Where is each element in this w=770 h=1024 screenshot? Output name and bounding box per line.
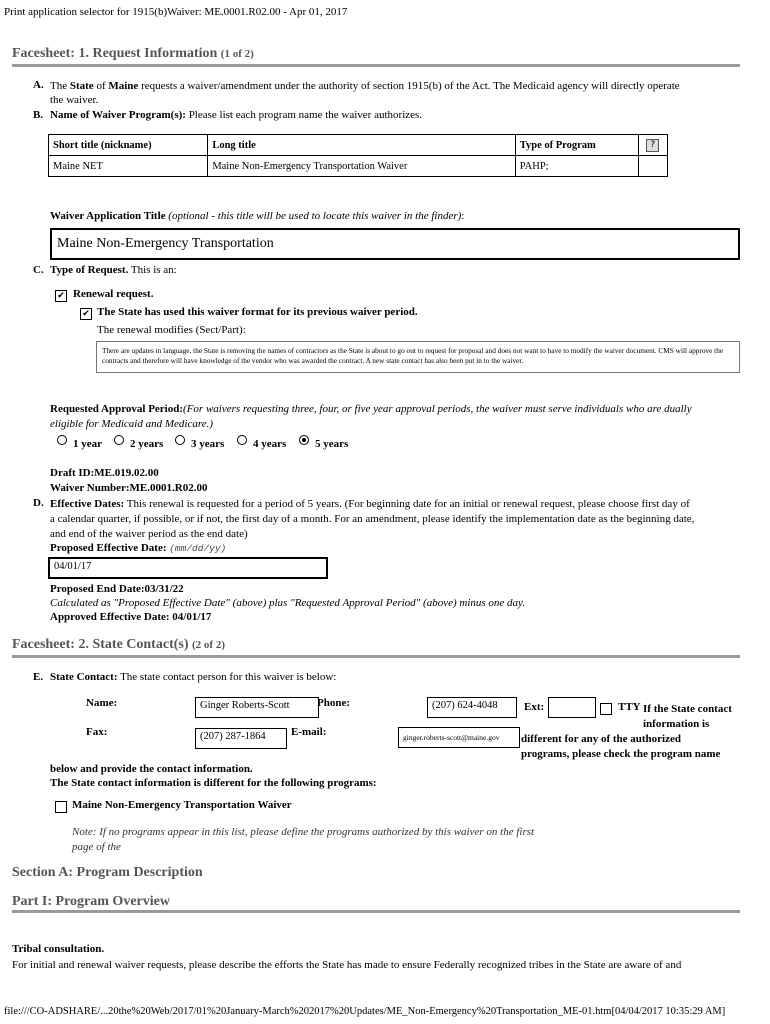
effective-dates-text (50, 497, 750, 542)
item-d-letter: D. (33, 497, 44, 509)
item-a-text (50, 79, 750, 107)
period-3-label: 3 years (191, 438, 225, 450)
a-text-4: the waiver. (50, 94, 99, 106)
phone-input[interactable]: (207) 624-4048 (427, 697, 517, 718)
a-text-1: The (50, 80, 68, 92)
table-header-row (49, 135, 668, 156)
same-format-checkbox[interactable]: ✔ (80, 308, 92, 320)
calc-note: Calculated as "Proposed Effective Date" (above) plus "Requested Approval Period" (above) minus one day. (50, 597, 526, 609)
tty-note-2: information is (643, 718, 710, 730)
period-5-label: 5 years (315, 438, 349, 450)
facesheet-1-step: (1 of 2) (220, 48, 254, 60)
d-text-1: This renewal is requested for a period of 5 years. (For beginning date for an initial or renewal request, please choose first day of (126, 498, 690, 510)
waiver-title-input[interactable]: Maine Non-Emergency Transportation (50, 228, 740, 260)
renewal-label: Renewal request. (73, 288, 154, 300)
renewal-checkbox[interactable]: ✔ (55, 290, 67, 302)
draft-id: Draft ID:ME.019.02.00 (50, 467, 159, 479)
c-label: Type of Request. (50, 264, 129, 276)
state-contact-text (50, 671, 336, 683)
page-footer-url: file:///CO-ADSHARE/...20the%20Web/2017/01%20January-March%202017%20Updates/ME_Non-Emergency%20Transportation_ME-01.htm[04/04/2017 10:35:29 AM] (4, 1006, 726, 1017)
tribal-label: Tribal consultation. (12, 943, 105, 955)
item-e-letter: E. (33, 671, 44, 683)
title-colon: : (461, 210, 465, 222)
d-text-2: a calendar quarter, if possible, or if not, the first day of a month. For an amendment, please identify the implementation date as the beginning date, (50, 513, 695, 525)
col-long-title: Long title (208, 135, 515, 156)
different-programs-text: The State contact information is different for the following programs: (50, 777, 377, 789)
approval-hint-2: eligible for Medicaid and Medicare.) (50, 418, 214, 430)
tty-label: TTY (618, 701, 641, 713)
waiver-title-label (50, 210, 464, 222)
help-icon[interactable]: ? (646, 139, 659, 152)
item-c-letter: C. (33, 264, 44, 276)
cell-empty (638, 156, 667, 177)
program-checkbox[interactable] (55, 801, 67, 813)
a-state: State (69, 80, 94, 92)
approval-period (50, 402, 750, 432)
b-label: Name of Waiver Program(s): (50, 109, 186, 121)
phone-label: Phone: (317, 697, 350, 709)
radio-5-years[interactable] (299, 435, 309, 445)
approval-hint-1: (For waivers requesting three, four, or five year approval periods, the waiver must serve individuals who are dually (183, 403, 692, 415)
item-b-letter: B. (33, 109, 44, 121)
period-1-label: 1 year (73, 438, 103, 450)
facesheet-2-step: (2 of 2) (192, 639, 225, 651)
name-label: Name: (86, 697, 118, 709)
tty-note-3: different for any of the authorized (521, 733, 681, 745)
item-b-text (50, 109, 422, 121)
title-hint: (optional - this title will be used to locate this waiver in the finder) (168, 210, 462, 222)
approval-label: Requested Approval Period: (50, 403, 184, 415)
tribal-text: For initial and renewal waiver requests, please describe the efforts the State has made to ensure Federally recognized tribes in the State are aware of and (12, 959, 682, 971)
proposed-date-label (50, 542, 226, 554)
cell-type: PAHP; (515, 156, 638, 177)
a-text-3: requests a waiver/amendment under the authority of section 1915(b) of the Act. The Medicaid agency will directly operate (141, 80, 680, 92)
a-maine: Maine (108, 80, 139, 92)
period-4-label: 4 years (253, 438, 287, 450)
radio-2-years[interactable] (114, 435, 124, 445)
same-format-label: The State has used this waiver format for its previous waiver period. (97, 306, 418, 318)
item-c-text (50, 264, 177, 276)
below-text: below and provide the contact information. (50, 763, 253, 775)
help-cell (638, 135, 667, 156)
program-table (48, 134, 668, 177)
section-divider (12, 64, 740, 67)
proposed-hint: (mm/dd/yy) (169, 543, 227, 554)
e-text: The state contact person for this waiver is below: (120, 671, 337, 683)
program-option-label: Maine Non-Emergency Transportation Waiver (72, 799, 292, 811)
email-label: E-mail: (291, 726, 327, 738)
proposed-label: Proposed Effective Date: (50, 542, 167, 554)
programs-note (72, 825, 534, 855)
cell-long-title: Maine Non-Emergency Transportation Waiver (208, 156, 515, 177)
end-date: Proposed End Date:03/31/22 (50, 583, 184, 595)
cell-short-title: Maine NET (49, 156, 208, 177)
facesheet-2-title (12, 637, 225, 653)
facesheet-1-title (12, 46, 254, 62)
table-row (49, 156, 668, 177)
facesheet-2-title-text: Facesheet: 2. State Contact(s) (12, 637, 189, 652)
waiver-number: Waiver Number:ME.0001.R02.00 (50, 482, 208, 494)
radio-4-years[interactable] (237, 435, 247, 445)
col-short-title: Short title (nickname) (49, 135, 208, 156)
period-2-label: 2 years (130, 438, 164, 450)
ext-label: Ext: (524, 701, 545, 713)
c-text: This is an: (130, 264, 177, 276)
tty-checkbox[interactable] (600, 703, 612, 715)
ext-input[interactable] (548, 697, 596, 718)
fax-input[interactable]: (207) 287-1864 (195, 728, 287, 749)
item-a-letter: A. (33, 79, 44, 91)
name-input[interactable]: Ginger Roberts-Scott (195, 697, 319, 718)
email-input[interactable]: ginger.roberts-scott@maine.gov (398, 727, 520, 748)
modifies-textarea[interactable]: There are updates in language, the State is removing the names of contractors as the State is about to go out to request for proposal and does not want to have to modify the waiver document. CMS will approve the contracts and therefore will have knowledge of the vendor who was awarded the contract. A new state contact has also been put in to the waiver. (96, 341, 740, 373)
d-text-3: and end of the waiver period as the end date) (50, 528, 248, 540)
d-label: Effective Dates: (50, 498, 125, 510)
e-label: State Contact: (50, 671, 118, 683)
section-divider (12, 655, 740, 658)
tty-note-4: programs, please check the program name (521, 748, 721, 760)
section-a-title: Section A: Program Description (12, 865, 203, 880)
radio-1-year[interactable] (57, 435, 67, 445)
approved-date: Approved Effective Date: 04/01/17 (50, 611, 212, 623)
tty-note-1: If the State contact (643, 703, 732, 715)
b-text: Please list each program name the waiver authorizes. (188, 109, 423, 121)
section-divider (12, 910, 740, 913)
title-label: Waiver Application Title (50, 210, 166, 222)
modifies-label: The renewal modifies (Sect/Part): (97, 324, 246, 336)
note-2: page of the (72, 841, 121, 853)
radio-3-years[interactable] (175, 435, 185, 445)
page-header: Print application selector for 1915(b)Waiver: ME.0001.R02.00 - Apr 01, 2017 (4, 6, 348, 18)
fax-label: Fax: (86, 726, 108, 738)
effective-date-input[interactable]: 04/01/17 (48, 557, 328, 579)
a-text-2: of (96, 80, 106, 92)
col-type: Type of Program (515, 135, 638, 156)
note-1: Note: If no programs appear in this list, please define the programs authorized by this waiver on the first (72, 826, 535, 838)
part-1-title: Part I: Program Overview (12, 894, 170, 909)
facesheet-1-title-text: Facesheet: 1. Request Information (12, 46, 218, 61)
